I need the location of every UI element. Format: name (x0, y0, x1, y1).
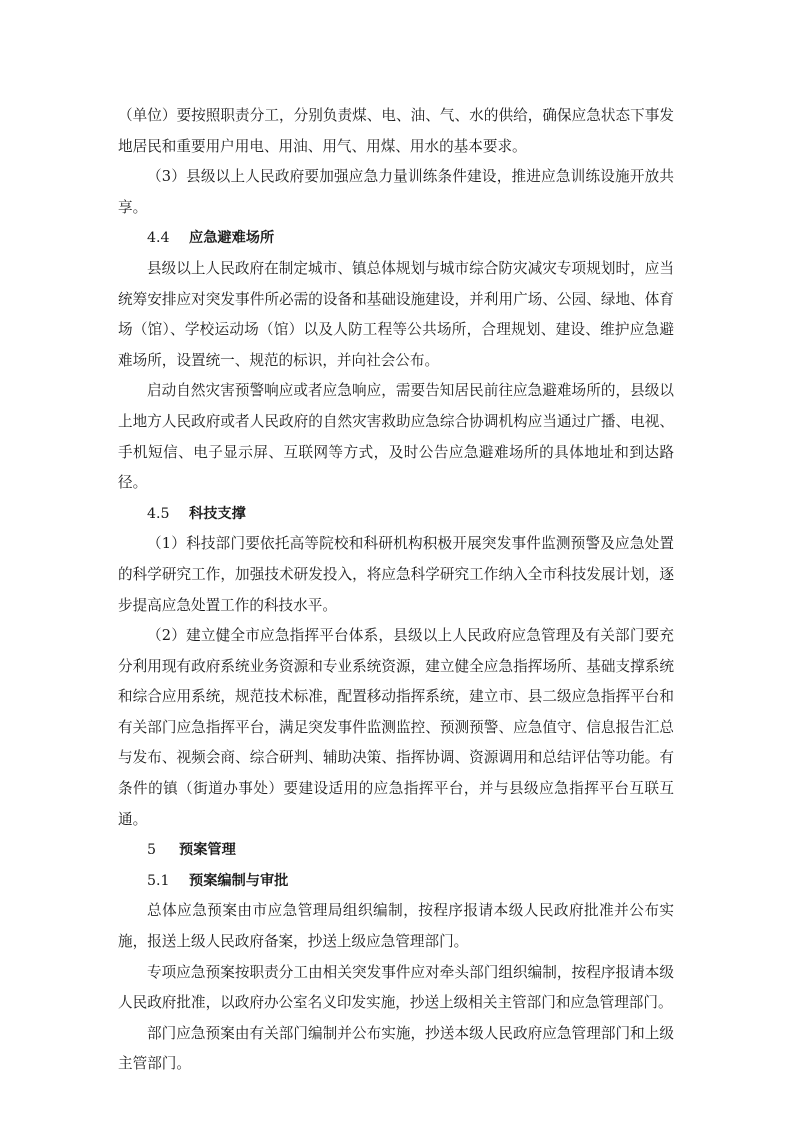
section-title: 预案编制与审批 (189, 872, 289, 889)
paragraph-special-plan: 专项应急预案按职责分工由相关突发事件应对牵头部门组织编制，按程序报请本级人民政府批准，以政府办公室名义印发实施，抄送上级相关主管部门和应急管理部门。 (118, 963, 674, 1012)
document-body (118, 101, 674, 1080)
paragraph-tech-research: （1）科技部门要依托高等院校和科研机构积极开展突发事件监测预警及应急处置的科学研究工作，加强技术研发投入，将应急科学研究工作纳入全市科技发展计划，逐步提高应急处置工作的科技水平。 (118, 535, 674, 614)
section-number: 5 (147, 842, 157, 859)
paragraph-department-plan: 部门应急预案由有关部门编制并公布实施，抄送本级人民政府应急管理部门和上级主管部门。 (118, 1024, 674, 1073)
section-number: 4.4 (147, 230, 170, 247)
section-title: 预案管理 (179, 842, 236, 859)
section-heading-4-5 (118, 499, 674, 530)
paragraph-shelter-planning: 县级以上人民政府在制定城市、镇总体规划与城市综合防灾减灾专项规划时，应当统筹安排应对突发事件所必需的设备和基础设施建设，并利用广场、公园、绿地、体育场（馆）、学校运动场（馆）以及人防工程等公共场所，合理规划、建设、维护应急避难场所，设置统一、规范的标识，并向社会公布。 (118, 259, 674, 369)
paragraph-overall-plan: 总体应急预案由市应急管理局组织编制，按程序报请本级人民政府批准并公布实施，报送上级人民政府备案，抄送上级应急管理部门。 (118, 902, 674, 951)
paragraph-shelter-announcement: 启动自然灾害预警响应或者应急响应，需要告知居民前往应急避难场所的，县级以上地方人民政府或者人民政府的自然灾害救助应急综合协调机构应当通过广播、电视、手机短信、电子显示屏、互联网等方式，及时公告应急避难场所的具体地址和到达路径。 (118, 382, 674, 492)
section-heading-5 (118, 835, 674, 866)
section-heading-4-4 (118, 223, 674, 254)
paragraph-command-platform: （2）建立健全市应急指挥平台体系，县级以上人民政府应急管理及有关部门要充分利用现有政府系统业务资源和专业系统资源，建立健全应急指挥场所、基础支撑系统和综合应用系统，规范技术标准，配置移动指挥系统，建立市、县二级应急指挥平台和有关部门应急指挥平台，满足突发事件监测监控、预测预警、应急值守、信息报告汇总与发布、视频会商、综合研判、辅助决策、指挥协调、资源调用和总结评估等功能。有条件的镇（街道办事处）要建设适用的应急指挥平台，并与县级应急指挥平台互联互通。 (118, 627, 674, 828)
paragraph-training-facilities: （3）县级以上人民政府要加强应急力量训练条件建设，推进应急训练设施开放共享。 (118, 168, 674, 216)
section-title: 科技支撑 (189, 505, 246, 522)
section-number: 5.1 (147, 872, 170, 889)
section-heading-5-1 (118, 866, 674, 897)
paragraph-supply-continuation: （单位）要按照职责分工，分别负责煤、电、油、气、水的供给，确保应急状态下事发地居民和重要用户用电、用油、用气、用煤、用水的基本要求。 (118, 107, 674, 155)
section-number: 4.5 (147, 505, 170, 522)
section-title: 应急避难场所 (189, 230, 275, 247)
